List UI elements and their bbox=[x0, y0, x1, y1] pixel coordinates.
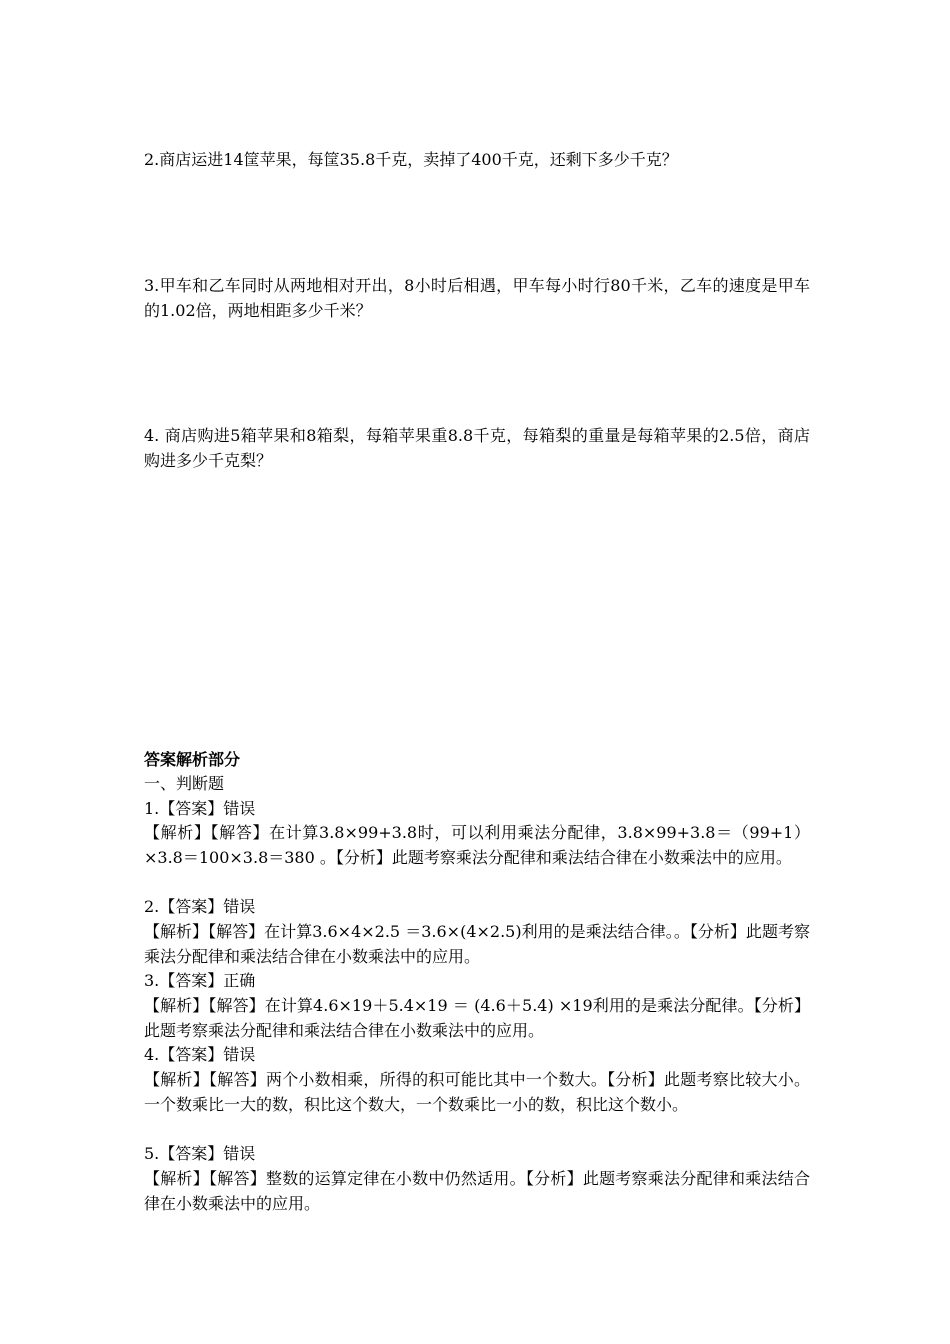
answer-5: 5.【答案】错误 bbox=[144, 1144, 256, 1163]
section-title-judgement: 一、判断题 bbox=[144, 774, 225, 793]
answer-3: 3.【答案】正确 bbox=[144, 971, 256, 990]
answer-section-heading: 答案解析部分 bbox=[144, 750, 241, 769]
analysis-4: 【解析】【解答】两个小数相乘，所得的积可能比其中一个数大。【分析】此题考察比较大小。一个数乘比一大的数，积比这个数大，一个数乘比一小的数，积比这个数小。 bbox=[144, 1070, 810, 1114]
answer-2: 2.【答案】错误 bbox=[144, 897, 256, 916]
analysis-1: 【解析】【解答】在计算3.8×99+3.8时，可以利用乘法分配律，3.8×99+3.8＝（99+1）×3.8＝100×3.8＝380 。【分析】此题考察乘法分配律和乘法结合律在小数乘法中的应用。 bbox=[144, 823, 810, 867]
analysis-2: 【解析】【解答】在计算3.6×4×2.5 ＝3.6×(4×2.5)利用的是乘法结合律。。【分析】此题考察乘法分配律和乘法结合律在小数乘法中的应用。 bbox=[144, 922, 810, 966]
analysis-5: 【解析】【解答】整数的运算定律在小数中仍然适用。【分析】此题考察乘法分配律和乘法结合律在小数乘法中的应用。 bbox=[144, 1169, 810, 1213]
question-3: 3.甲车和乙车同时从两地相对开出，8小时后相遇，甲车每小时行80千米，乙车的速度是甲车的1.02倍，两地相距多少千米？ bbox=[144, 276, 810, 320]
analysis-3: 【解析】【解答】在计算4.6×19＋5.4×19 ＝ (4.6＋5.4) ×19利用的是乘法分配律。【分析】此题考察乘法分配律和乘法结合律在小数乘法中的应用。 bbox=[144, 996, 810, 1040]
answer-1: 1.【答案】错误 bbox=[144, 799, 256, 818]
answer-4: 4.【答案】错误 bbox=[144, 1045, 256, 1064]
question-2: 2.商店运进14筐苹果，每筐35.8千克，卖掉了400千克，还剩下多少千克？ bbox=[144, 150, 678, 169]
question-4: 4. 商店购进5箱苹果和8箱梨，每箱苹果重8.8千克，每箱梨的重量是每箱苹果的2.5倍，商店购进多少千克梨？ bbox=[144, 426, 810, 470]
